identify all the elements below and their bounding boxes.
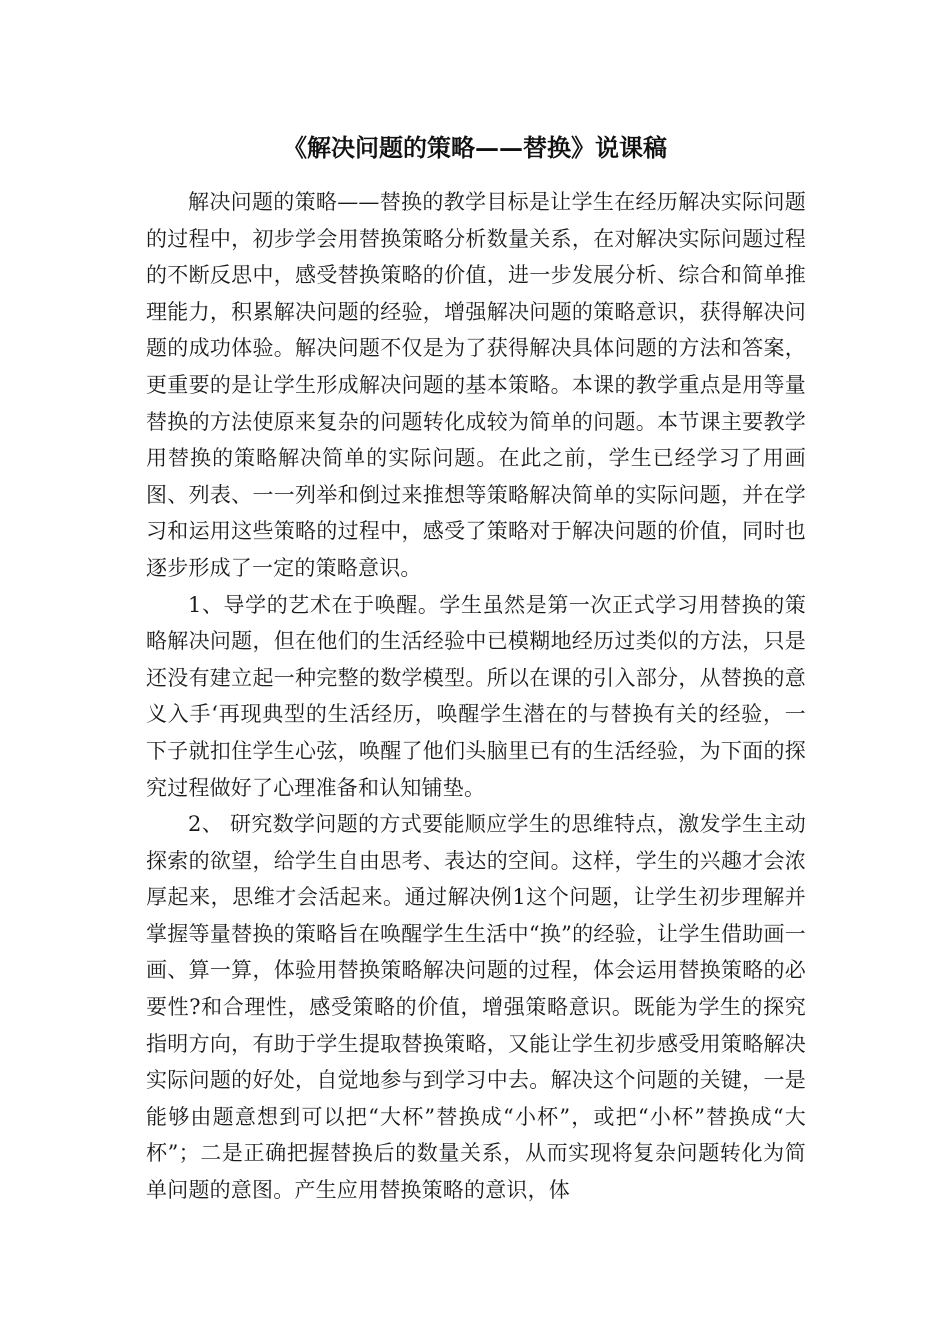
document-body <box>146 184 806 1209</box>
paragraph-intro: 解决问题的策略——替换的教学目标是让学生在经历解决实际问题的过程中，初步学会用替换策略分析数量关系，在对解决实际问题过程的不断反思中，感受替换策略的价值，进一步发展分析、综合和简单推理能力，积累解决问题的经验，增强解决问题的策略意识，获得解决问题的成功体验。解决问题不仅是为了获得解决具体问题的方法和答案，更重要的是让学生形成解决问题的基本策略。本课的教学重点是用等量替换的方法使原来复杂的问题转化成较为简单的问题。本节课主要教学用替换的策略解决简单的实际问题。在此之前，学生已经学习了用画图、列表、一一列举和倒过来推想等策略解决简单的实际问题，并在学习和运用这些策略的过程中，感受了策略对于解决问题的价值，同时也逐步形成了一定的策略意识。 <box>146 190 806 580</box>
document-title: 《解决问题的策略——替换》说课稿 <box>283 133 667 162</box>
paragraph-point-2: 2、 研究数学问题的方式要能顺应学生的思维特点，激发学生主动探索的欲望，给学生自由思考、表达的空间。这样，学生的兴趣才会浓厚起来，思维才会活起来。通过解决例1这个问题，让学生初步理解并掌握等量替换的策略旨在唤醒学生生活中“换”的经验，让学生借助画一画、算一算，体验用替换策略解决问题的过程，体会运用替换策略的必要性?和合理性，感受策略的价值，增强策略意识。既能为学生的探究指明方向，有助于学生提取替换策略，又能让学生初步感受用策略解决实际问题的好处，自觉地参与到学习中去。解决这个问题的关键，一是能够由题意想到可以把“大杯”替换成“小杯”，或把“小杯”替换成“大杯”；二是正确把握替换后的数量关系，从而实现将复杂问题转化为简单问题的意图。产生应用替换策略的意识，体 <box>146 812 806 1203</box>
paragraph-point-1: 1、导学的艺术在于唤醒。学生虽然是第一次正式学习用替换的策略解决问题，但在他们的生活经验中已模糊地经历过类似的方法，只是还没有建立起一种完整的数学模型。所以在课的引入部分，从替换的意义入手‘再现典型的生活经历，唤醒学生潜在的与替换有关的经验，一下子就扣住学生心弦，唤醒了他们头脑里已有的生活经验，为下面的探究过程做好了心理准备和认知铺垫。 <box>146 592 806 800</box>
